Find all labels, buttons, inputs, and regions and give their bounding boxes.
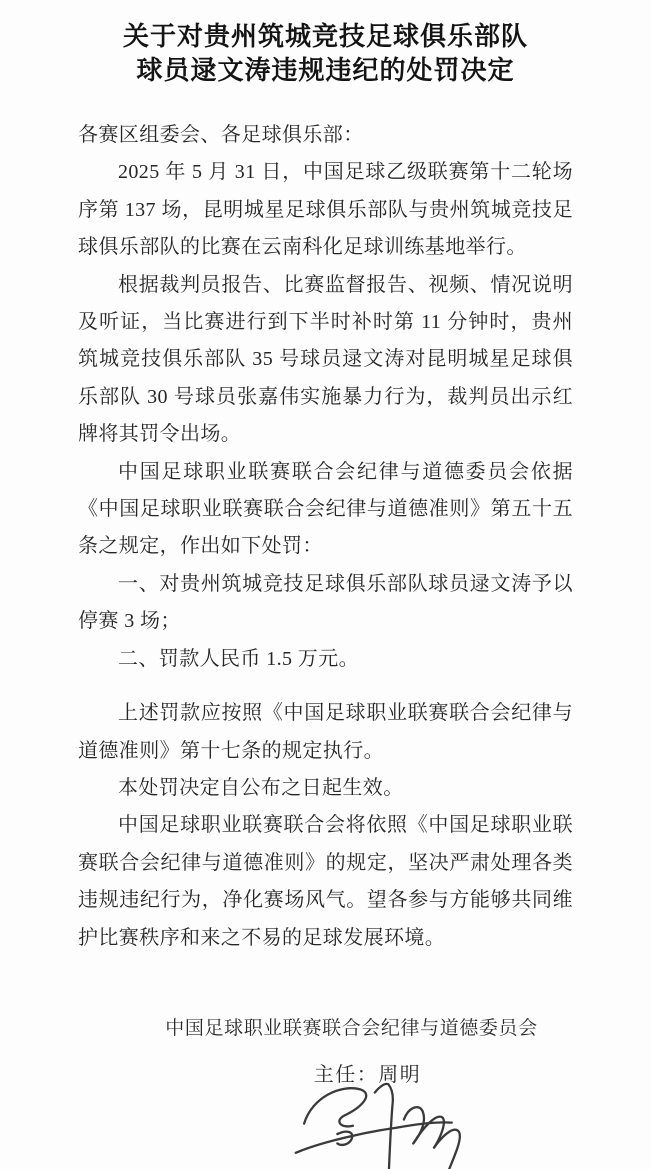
- penalty-item-1: 一、对贵州筑城竞技足球俱乐部队球员逯文涛予以停赛 3 场；: [78, 572, 573, 633]
- penalty-item-2: 二、罚款人民币 1.5 万元。: [118, 647, 359, 670]
- signer-title-name: 主任：周明: [313, 1064, 422, 1086]
- closing-paragraph: 中国足球职业联赛联合会将依照《中国足球职业联赛联合会纪律与道德准则》的规定，坚决严肃处理各类违规违纪行为，净化赛场风气。望各参与方能够共同维护比赛秩序和来之不易的足球发展环境。: [78, 814, 573, 949]
- signature-block: [0, 1016, 651, 1088]
- fine-execution-paragraph: 上述罚款应按照《中国足球职业联赛联合会纪律与道德准则》第十七条的规定执行。: [78, 702, 573, 762]
- incident-paragraph: 根据裁判员报告、比赛监督报告、视频、情况说明及听证，当比赛进行到下半时补时第 11 分钟时，贵州筑城竞技俱乐部队 35 号球员逯文涛对昆明城星足球俱乐部队 30 号球员张嘉伟实施暴力行为，裁判员出示红牌将其罚令出场。: [78, 273, 573, 446]
- handwritten-signature-icon: [290, 1080, 470, 1169]
- document-title-line1: 关于对贵州筑城竞技足球俱乐部队: [122, 22, 528, 51]
- ruling-basis-paragraph: 中国足球职业联赛联合会纪律与道德委员会依据《中国足球职业联赛联合会纪律与道德准则》第五十五条之规定，作出如下处罚：: [78, 460, 573, 558]
- document-body: [78, 117, 573, 957]
- document-title-line2: 球员逯文涛违规违纪的处罚决定: [136, 56, 515, 85]
- salutation: 各赛区组委会、各足球俱乐部：: [78, 124, 364, 146]
- issuing-organization: 中国足球职业联赛联合会纪律与道德委员会: [165, 1018, 538, 1039]
- effective-date-paragraph: 本处罚决定自公布之日起生效。: [118, 776, 404, 799]
- match-info-paragraph: 2025 年 5 月 31 日，中国足球乙级联赛第十二轮场序第 137 场，昆明城星足球俱乐部队与贵州筑城竞技足球俱乐部队的比赛在云南科化足球训练基地举行。: [78, 161, 573, 259]
- document-title: [0, 0, 651, 88]
